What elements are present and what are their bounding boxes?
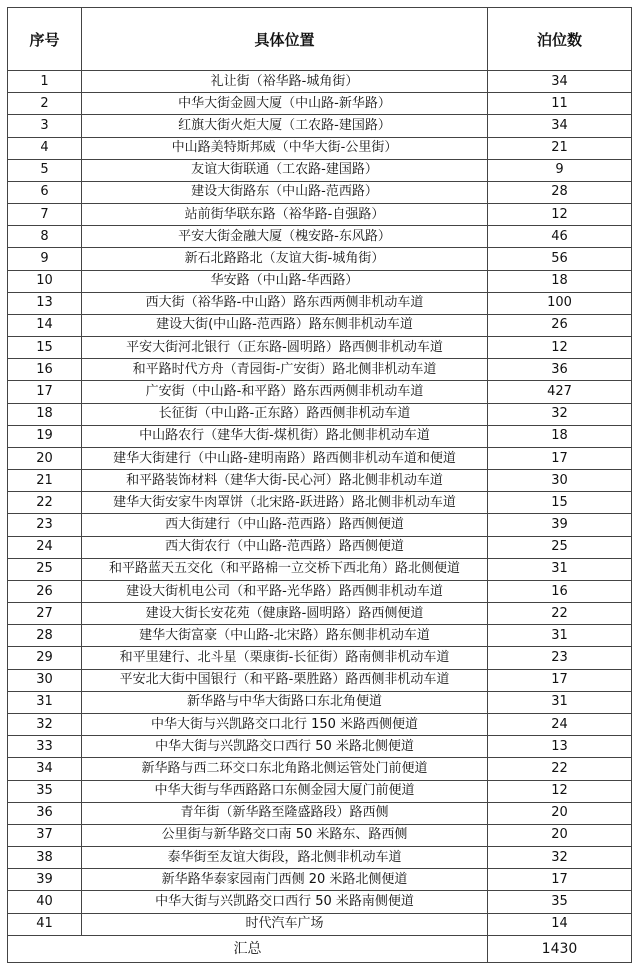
row-location: 中华大街与华西路路口东侧金园大厦门前便道 [82, 780, 488, 802]
row-spaces: 12 [488, 337, 632, 359]
row-location: 建设大街(中山路-范西路）路东侧非机动车道 [82, 314, 488, 336]
row-location: 青年街（新华路至隆盛路段）路西侧 [82, 802, 488, 824]
row-spaces: 17 [488, 869, 632, 891]
table-row [8, 869, 632, 891]
row-index: 10 [8, 270, 82, 292]
table-row [8, 159, 632, 181]
row-spaces: 16 [488, 580, 632, 602]
row-spaces: 9 [488, 159, 632, 181]
row-spaces: 26 [488, 314, 632, 336]
row-location: 泰华街至友谊大街段，路北侧非机动车道 [82, 847, 488, 869]
table-row [8, 824, 632, 846]
row-index: 17 [8, 381, 82, 403]
row-spaces: 18 [488, 425, 632, 447]
row-location: 礼让街（裕华路-城角街） [82, 71, 488, 93]
table-body [8, 71, 632, 936]
row-location: 站前街华联东路（裕华路-自强路） [82, 204, 488, 226]
row-spaces: 13 [488, 736, 632, 758]
table-row [8, 425, 632, 447]
row-index: 22 [8, 492, 82, 514]
table-row [8, 691, 632, 713]
row-location: 平安北大街中国银行（和平路-栗胜路）路西侧非机动车道 [82, 669, 488, 691]
row-index: 23 [8, 514, 82, 536]
row-spaces: 39 [488, 514, 632, 536]
row-location: 中华大街金圆大厦（中山路-新华路） [82, 93, 488, 115]
table-row [8, 736, 632, 758]
total-value: 1430 [488, 935, 632, 962]
row-location: 中华大街与兴凯路交口西行 50 米路南侧便道 [82, 891, 488, 913]
row-index: 37 [8, 824, 82, 846]
row-index: 18 [8, 403, 82, 425]
row-spaces: 28 [488, 181, 632, 203]
header-location: 具体位置 [82, 8, 488, 71]
row-location: 和平路时代方舟（青园街-广安街）路北侧非机动车道 [82, 359, 488, 381]
row-location: 建设大街长安花苑（健康路-圆明路）路西侧便道 [82, 603, 488, 625]
table-row [8, 292, 632, 314]
row-location: 中山路农行（建华大街-煤机街）路北侧非机动车道 [82, 425, 488, 447]
table-row [8, 758, 632, 780]
row-spaces: 46 [488, 226, 632, 248]
row-spaces: 25 [488, 536, 632, 558]
row-spaces: 17 [488, 447, 632, 469]
table-row [8, 93, 632, 115]
total-row [8, 935, 632, 962]
row-index: 27 [8, 603, 82, 625]
row-spaces: 34 [488, 71, 632, 93]
row-index: 4 [8, 137, 82, 159]
table-row [8, 514, 632, 536]
table-row [8, 381, 632, 403]
row-index: 14 [8, 314, 82, 336]
row-spaces: 31 [488, 625, 632, 647]
table-row [8, 359, 632, 381]
table-row [8, 71, 632, 93]
table-row [8, 181, 632, 203]
table-row [8, 669, 632, 691]
row-location: 平安大街河北银行（正东路-圆明路）路西侧非机动车道 [82, 337, 488, 359]
row-spaces: 22 [488, 758, 632, 780]
table-row [8, 403, 632, 425]
row-spaces: 17 [488, 669, 632, 691]
row-index: 30 [8, 669, 82, 691]
row-spaces: 56 [488, 248, 632, 270]
row-location: 和平路装饰材料（建华大街-民心河）路北侧非机动车道 [82, 470, 488, 492]
row-spaces: 32 [488, 403, 632, 425]
row-spaces: 31 [488, 558, 632, 580]
row-spaces: 14 [488, 913, 632, 935]
row-index: 7 [8, 204, 82, 226]
row-index: 41 [8, 913, 82, 935]
table-row [8, 226, 632, 248]
row-index: 36 [8, 802, 82, 824]
row-index: 13 [8, 292, 82, 314]
row-index: 26 [8, 580, 82, 602]
row-spaces: 20 [488, 824, 632, 846]
table-row [8, 713, 632, 735]
row-index: 25 [8, 558, 82, 580]
row-index: 33 [8, 736, 82, 758]
row-index: 16 [8, 359, 82, 381]
row-spaces: 100 [488, 292, 632, 314]
row-location: 西大街农行（中山路-范西路）路西侧便道 [82, 536, 488, 558]
row-location: 友谊大街联通（工农路-建国路） [82, 159, 488, 181]
table-footer [8, 935, 632, 962]
row-index: 6 [8, 181, 82, 203]
row-location: 西大街建行（中山路-范西路）路西侧便道 [82, 514, 488, 536]
table-row [8, 470, 632, 492]
row-location: 华安路（中山路-华西路） [82, 270, 488, 292]
table-row [8, 492, 632, 514]
table-row [8, 913, 632, 935]
table-header [8, 8, 632, 71]
row-index: 1 [8, 71, 82, 93]
row-location: 新华路与中华大街路口东北角便道 [82, 691, 488, 713]
row-location: 建华大街富豪（中山路-北宋路）路东侧非机动车道 [82, 625, 488, 647]
row-location: 红旗大街火炬大厦（工农路-建国路） [82, 115, 488, 137]
row-spaces: 24 [488, 713, 632, 735]
row-index: 24 [8, 536, 82, 558]
row-location: 建华大街安家牛肉罩饼（北宋路-跃进路）路北侧非机动车道 [82, 492, 488, 514]
row-spaces: 36 [488, 359, 632, 381]
row-location: 新石北路路北（友谊大街-城角街） [82, 248, 488, 270]
row-location: 建设大街机电公司（和平路-光华路）路西侧非机动车道 [82, 580, 488, 602]
table-row [8, 625, 632, 647]
row-spaces: 15 [488, 492, 632, 514]
row-index: 32 [8, 713, 82, 735]
total-label: 汇总 [8, 935, 488, 962]
table-row [8, 447, 632, 469]
row-spaces: 34 [488, 115, 632, 137]
row-location: 广安街（中山路-和平路）路东西两侧非机动车道 [82, 381, 488, 403]
row-index: 29 [8, 647, 82, 669]
row-spaces: 12 [488, 780, 632, 802]
row-index: 21 [8, 470, 82, 492]
row-index: 8 [8, 226, 82, 248]
parking-table-container [7, 7, 631, 963]
row-spaces: 18 [488, 270, 632, 292]
row-index: 39 [8, 869, 82, 891]
table-row [8, 248, 632, 270]
row-index: 40 [8, 891, 82, 913]
row-location: 公里街与新华路交口南 50 米路东、路西侧 [82, 824, 488, 846]
row-index: 31 [8, 691, 82, 713]
row-index: 5 [8, 159, 82, 181]
row-spaces: 32 [488, 847, 632, 869]
row-index: 3 [8, 115, 82, 137]
row-spaces: 11 [488, 93, 632, 115]
table-row [8, 603, 632, 625]
row-location: 中华大街与兴凯路交口西行 50 米路北侧便道 [82, 736, 488, 758]
row-index: 20 [8, 447, 82, 469]
table-row [8, 580, 632, 602]
row-index: 34 [8, 758, 82, 780]
row-spaces: 30 [488, 470, 632, 492]
table-row [8, 337, 632, 359]
row-spaces: 23 [488, 647, 632, 669]
table-row [8, 802, 632, 824]
table-row [8, 115, 632, 137]
table-row [8, 647, 632, 669]
row-spaces: 427 [488, 381, 632, 403]
row-index: 19 [8, 425, 82, 447]
row-location: 西大街（裕华路-中山路）路东西两侧非机动车道 [82, 292, 488, 314]
row-spaces: 20 [488, 802, 632, 824]
parking-spaces-table [7, 7, 632, 963]
row-spaces: 22 [488, 603, 632, 625]
table-row [8, 137, 632, 159]
row-location: 和平里建行、北斗星（栗康街-长征街）路南侧非机动车道 [82, 647, 488, 669]
row-location: 建华大街建行（中山路-建明南路）路西侧非机动车道和便道 [82, 447, 488, 469]
table-row [8, 558, 632, 580]
row-location: 中华大街与兴凯路交口北行 150 米路西侧便道 [82, 713, 488, 735]
row-location: 中山路美特斯邦威（中华大街-公里街） [82, 137, 488, 159]
table-row [8, 780, 632, 802]
table-row [8, 891, 632, 913]
row-location: 新华路华泰家园南门西侧 20 米路北侧便道 [82, 869, 488, 891]
table-row [8, 204, 632, 226]
row-index: 35 [8, 780, 82, 802]
row-location: 时代汽车广场 [82, 913, 488, 935]
row-spaces: 21 [488, 137, 632, 159]
row-location: 新华路与西二环交口东北角路北侧运管处门前便道 [82, 758, 488, 780]
row-location: 平安大街金融大厦（槐安路-东风路） [82, 226, 488, 248]
row-location: 和平路蓝天五交化（和平路棉一立交桥下西北角）路北侧便道 [82, 558, 488, 580]
header-index: 序号 [8, 8, 82, 71]
row-index: 15 [8, 337, 82, 359]
row-spaces: 31 [488, 691, 632, 713]
table-row [8, 314, 632, 336]
row-index: 38 [8, 847, 82, 869]
row-index: 2 [8, 93, 82, 115]
header-row [8, 8, 632, 71]
table-row [8, 536, 632, 558]
row-location: 长征街（中山路-正东路）路西侧非机动车道 [82, 403, 488, 425]
table-row [8, 847, 632, 869]
row-index: 28 [8, 625, 82, 647]
row-spaces: 12 [488, 204, 632, 226]
row-location: 建设大街路东（中山路-范西路） [82, 181, 488, 203]
header-spaces: 泊位数 [488, 8, 632, 71]
row-spaces: 35 [488, 891, 632, 913]
row-index: 9 [8, 248, 82, 270]
table-row [8, 270, 632, 292]
